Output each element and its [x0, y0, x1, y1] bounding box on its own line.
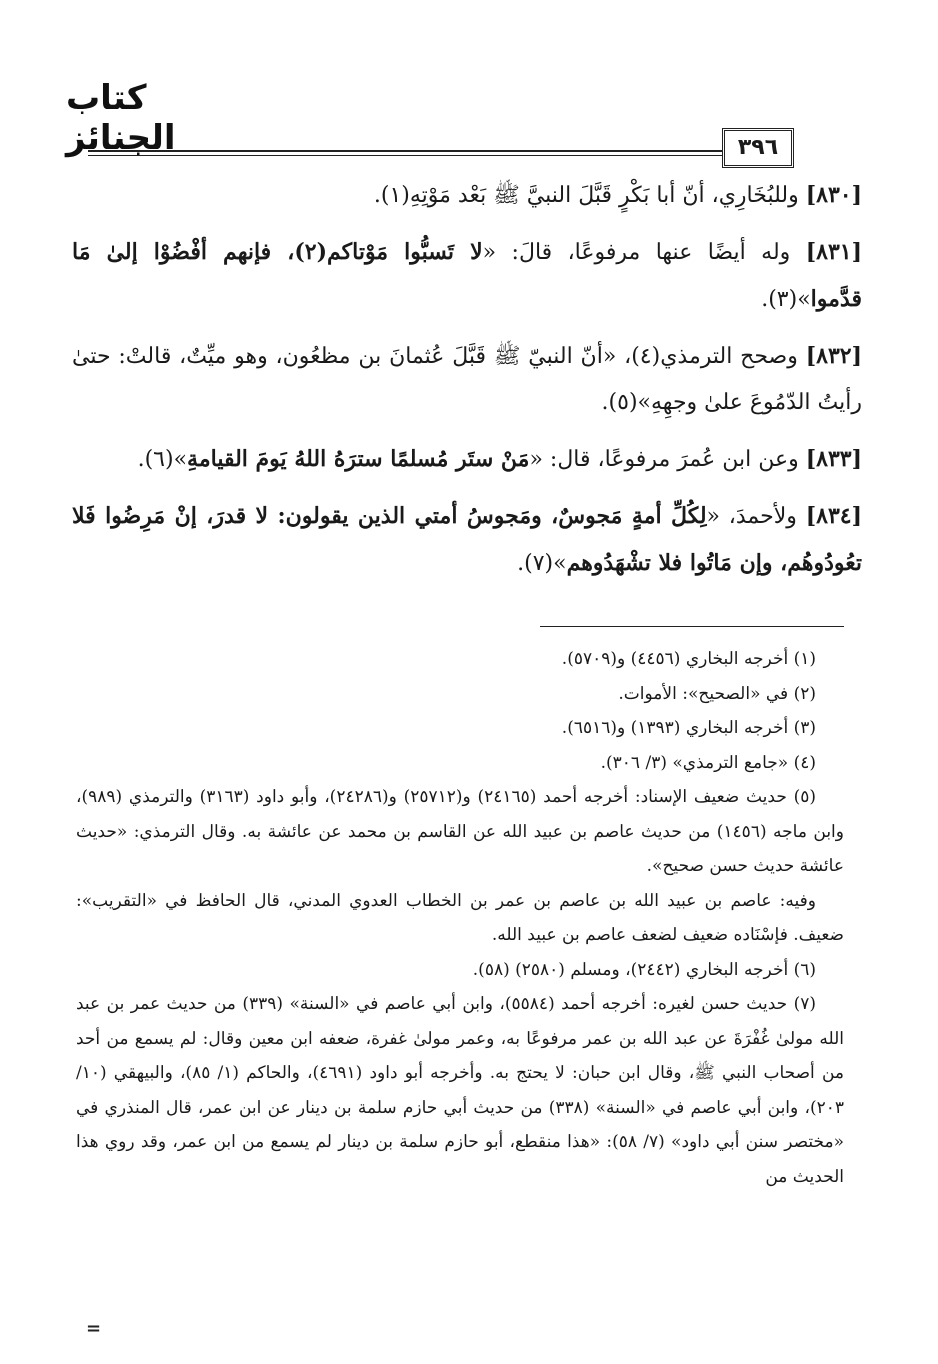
entry-text: وللبُخَارِي، أنّ أبا بَكْرٍ قَبَّلَ النبيَّ ﷺ بَعْد مَوْتِهِ: [409, 183, 799, 208]
footnote-5-continued: وفيه: عاصم بن عبيد الله بن عاصم بن عمر بن الخطاب العدوي المدني، قال الحافظ في «التقريب»: ضعيف. فإسْنَاده ضعيف لضعف عاصم بن عبيد الله.: [76, 890, 844, 945]
header-rule: [88, 150, 723, 156]
entry-number: [٨٣٠]: [805, 182, 862, 208]
entry-833: [72, 436, 862, 483]
entry-text: وله أيضًا عنها مرفوعًا، قالَ: «: [482, 240, 791, 265]
entry-suffix: »(٧).: [517, 551, 567, 576]
footnotes: [76, 642, 844, 1194]
entry-832: [72, 333, 862, 426]
footnote-5: (٥) حديث ضعيف الإسناد: أخرجه أحمد (٢٤١٦٥) و(٢٥٧١٢) و(٢٤٢٨٦)، وأبو داود (٣١٦٣) والترمذي (٩٨٩)، وابن ماجه (١٤٥٦) من حديث عاصم بن عبيد الله عن القاسم بن محمد عن عائشة به. وقال الترمذي: «حديث عائشة حديث حسن صحيح».: [76, 787, 844, 876]
entry-text: وصحح الترمذي(٤)، «أنّ النبيّ ﷺ قَبَّلَ عُثمانَ بن مظعُون، وهو ميِّتٌ، قالتْ: حتىٰ رأيتُ الدّمُوعَ علىٰ وجهِهِ»: [72, 344, 862, 415]
entry-text: ولأحمدَ، «: [706, 504, 797, 529]
running-header-title: كتاب الجنائز: [66, 78, 176, 158]
entry-hadith-text: لا تَسبُّوا مَوْتاكم(٢)، فإنهم أفْضُوْا إلىٰ مَا قدَّموا: [72, 239, 862, 312]
page-number: ٣٩٦: [722, 128, 794, 168]
entry-suffix: »(٣).: [761, 287, 811, 312]
entry-831: [72, 229, 862, 323]
entry-number: [٨٣٢]: [805, 343, 862, 369]
entry-number: [٨٣٤]: [805, 503, 862, 529]
footnote-3: (٣) أخرجه البخاري (١٣٩٣) و(٦٥١٦).: [561, 718, 816, 738]
footnote-2: (٢) في «الصحيح»: الأموات.: [618, 683, 816, 704]
main-text: [72, 172, 862, 597]
footnote-6: (٦) أخرجه البخاري (٢٤٤٢)، ومسلم (٢٥٨٠) (٥٨).: [472, 959, 816, 980]
entry-text: وعن ابن عُمرَ مرفوعًا، قال: «: [529, 447, 799, 472]
entry-suffix: (١).: [373, 183, 410, 208]
continuation-mark: =: [86, 1318, 102, 1339]
entry-hadith-text: مَنْ ستَر مُسلمًا سترَهُ اللهُ يَومَ القيامةِ: [187, 446, 530, 472]
entry-number: [٨٣٣]: [805, 446, 862, 472]
entry-830: [72, 172, 862, 219]
entry-hadith-text: لِكُلِّ أمةٍ مَجوسٌ، ومَجوسُ أمتي الذين يقولون: لا قدرَ، إنْ مَرِضُوا فَلا تعُودُوهُم، وإن مَاتُوا فلا تشْهَدُوهم: [72, 503, 862, 576]
footnote-1: (١) أخرجه البخاري (٤٤٥٦) و(٥٧٠٩).: [561, 649, 816, 669]
entry-number: [٨٣١]: [805, 239, 862, 265]
entry-834: [72, 493, 862, 587]
entry-suffix: (٥).: [601, 390, 638, 415]
footnote-7: (٧) حديث حسن لغيره: أخرجه أحمد (٥٥٨٤)، وابن أبي عاصم في «السنة» (٣٣٩) من حديث عمر بن عبد الله مولىٰ غُفْرَةَ عن عبد الله بن عمر مرفوعًا به، وعمر مولىٰ غفرة، ضعفه ابن معين وقال: لم يسمع من أحد من أصحاب النبي ﷺ، وقال ابن حبان: لا يحتج به. وأخرجه أبو داود (٤٦٩١)، والحاكم (١/ ٨٥)، والبيهقي (١٠/ ٢٠٣)، وابن أبي عاصم في «السنة» (٣٣٨) من حديث أبي حازم سلمة بن دينار عن ابن عمر، قال المنذري في «مختصر سنن أبي داود» (٧/ ٥٨): «هذا منقطع، أبو حازم سلمة بن دينار لم يسمع من ابن عمر، وقد روي هذا الحديث من: [76, 994, 844, 1187]
footnote-4: (٤) «جامع الترمذي» (٣/ ٣٠٦).: [600, 752, 816, 773]
footnote-separator: [540, 626, 844, 627]
entry-suffix: »(٦).: [137, 447, 188, 472]
